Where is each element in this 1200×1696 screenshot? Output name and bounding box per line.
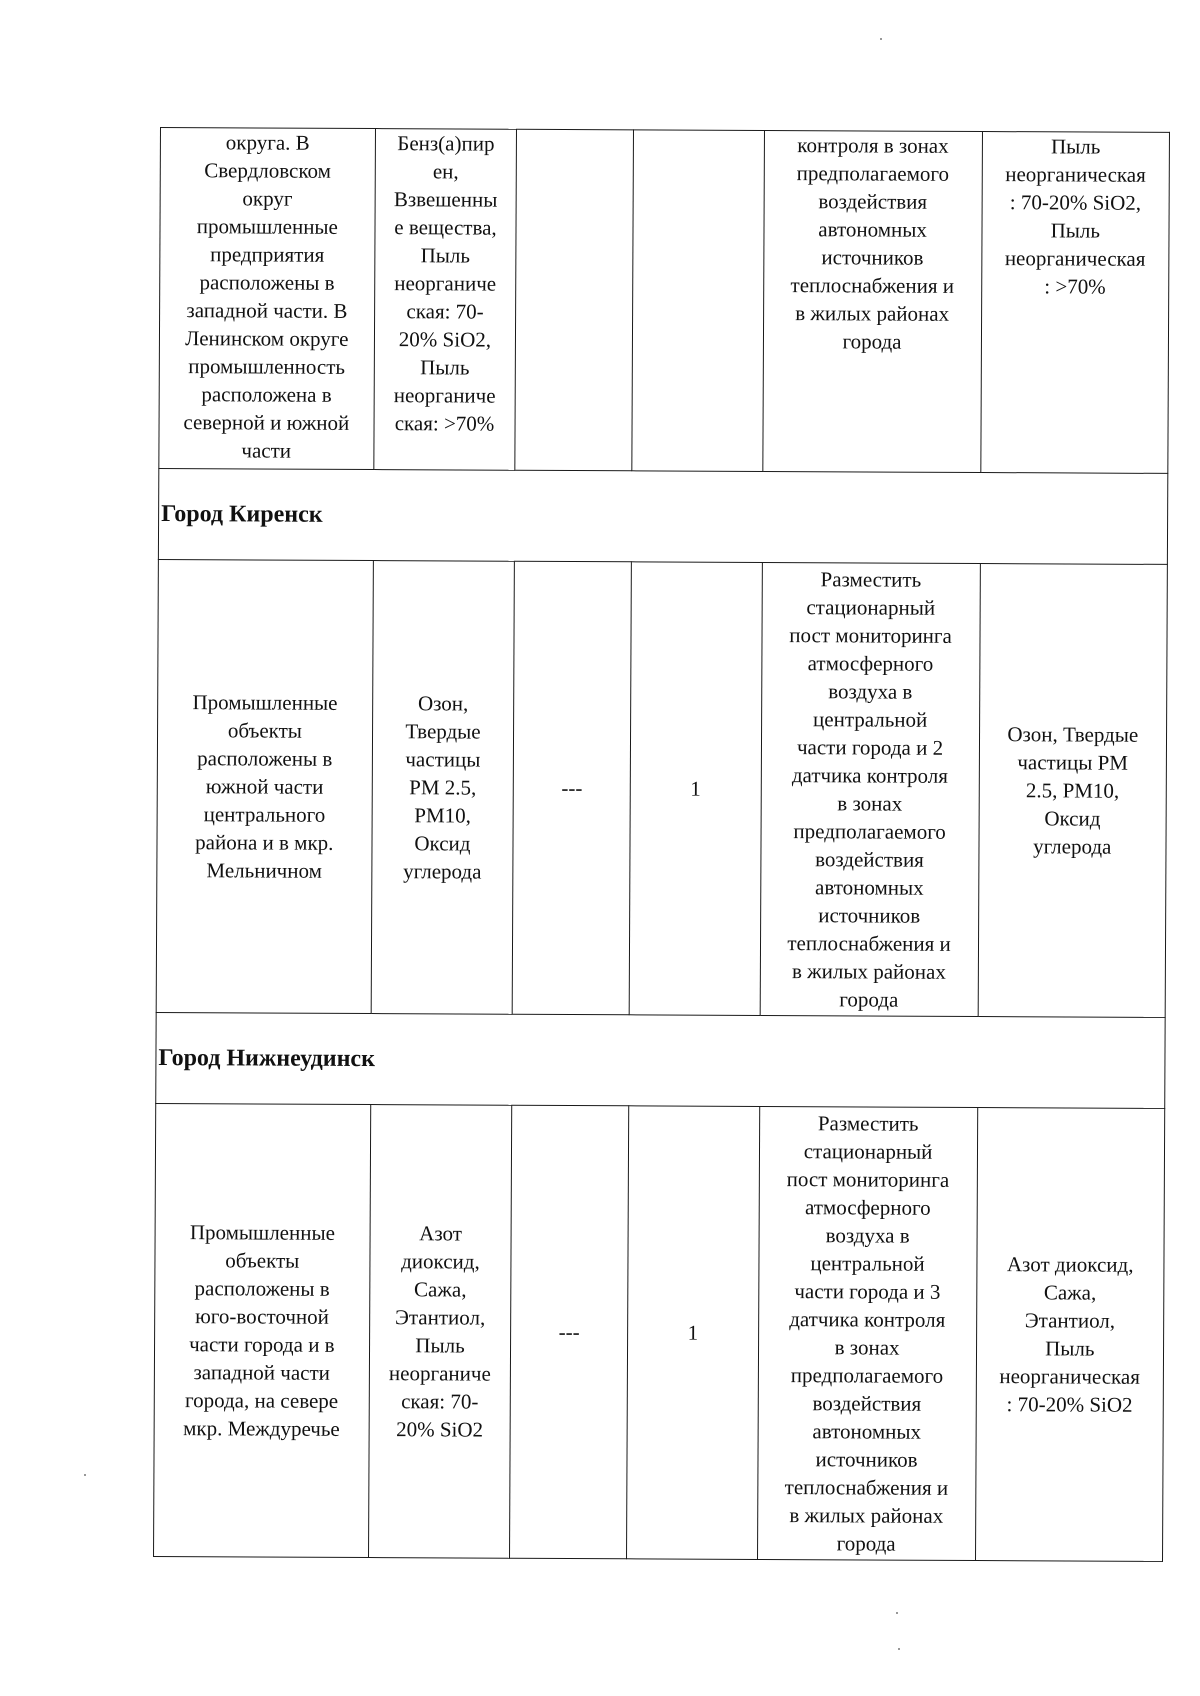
scan-speck: [896, 1612, 898, 1614]
cell-existing-posts: ---: [510, 1105, 629, 1559]
scan-speck: [898, 1648, 900, 1650]
monitoring-table: [153, 127, 1170, 1562]
cell-recommendation: Разместить стационарный пост мониторинга атмосферного воздуха в центральной части города и 2 датчика контроля в зонах предполагаемого воздействия автономных источников теплоснабжения и в жилых районах города: [760, 562, 980, 1016]
cell-recommendation: Разместить стационарный пост мониторинга атмосферного воздуха в центральной части города и 3 датчика контроля в зонах предполагаемого воздействия автономных источников теплоснабжения и в жилых районах города: [757, 1106, 977, 1560]
scan-speck: [880, 38, 882, 40]
cell-industry-location: округа. В Свердловском округ промышленные предприятия расположены в западной части. В Ленинском округе промышленность расположена в северной и южной части: [159, 128, 375, 470]
cell-monitored-substances: Озон, Твердые частицы PM 2.5, PM10, Оксид углерода: [978, 564, 1168, 1018]
section-row-nizhneudinsk: [156, 1012, 1165, 1108]
cell-posts-count: 1: [629, 562, 762, 1016]
cell-pollutants: Озон, Твердые частицы PM 2.5, PM10, Оксид углерода: [371, 561, 515, 1015]
cell-posts-count: [632, 130, 764, 472]
scan-speck: [84, 1474, 86, 1476]
cell-industry-location: Промышленные объекты расположены в юго-восточной части города и в западной части города, на севере мкр. Междуречье: [154, 1103, 371, 1557]
cell-existing-posts: ---: [512, 561, 631, 1015]
cell-pollutants: Азот диоксид, Сажа, Этантиол, Пыль неорганиче ская: 70- 20% SiO2: [368, 1105, 512, 1559]
section-title-nizhneudinsk: Город Нижнеудинск: [156, 1012, 1165, 1108]
section-row-kirensk: [158, 468, 1167, 564]
cell-recommendation: контроля в зонах предполагаемого воздействия автономных источников теплоснабжения и в жилых районах города: [762, 130, 982, 472]
section-title-kirensk: Город Киренск: [158, 468, 1167, 564]
cell-posts-count: 1: [626, 1106, 759, 1560]
table-row-continuation: [159, 128, 1170, 474]
table-row-nizhneudinsk: [154, 1103, 1165, 1561]
cell-industry-location: Промышленные объекты расположены в южной части центрального района и в мкр. Мельничном: [156, 559, 373, 1013]
cell-existing-posts: [515, 129, 633, 471]
cell-monitored-substances: Пыль неорганическая : 70-20% SiO2, Пыль неорганическая : >70%: [980, 132, 1169, 474]
cell-pollutants: Бенз(а)пир ен, Взвешенны е вещества, Пыль неорганиче ская: 70- 20% SiO2, Пыль неорганиче ская: >70%: [373, 129, 516, 471]
cell-monitored-substances: Азот диоксид, Сажа, Этантиол, Пыль неорганическая : 70-20% SiO2: [975, 1108, 1165, 1562]
table-row-kirensk: [156, 559, 1167, 1017]
